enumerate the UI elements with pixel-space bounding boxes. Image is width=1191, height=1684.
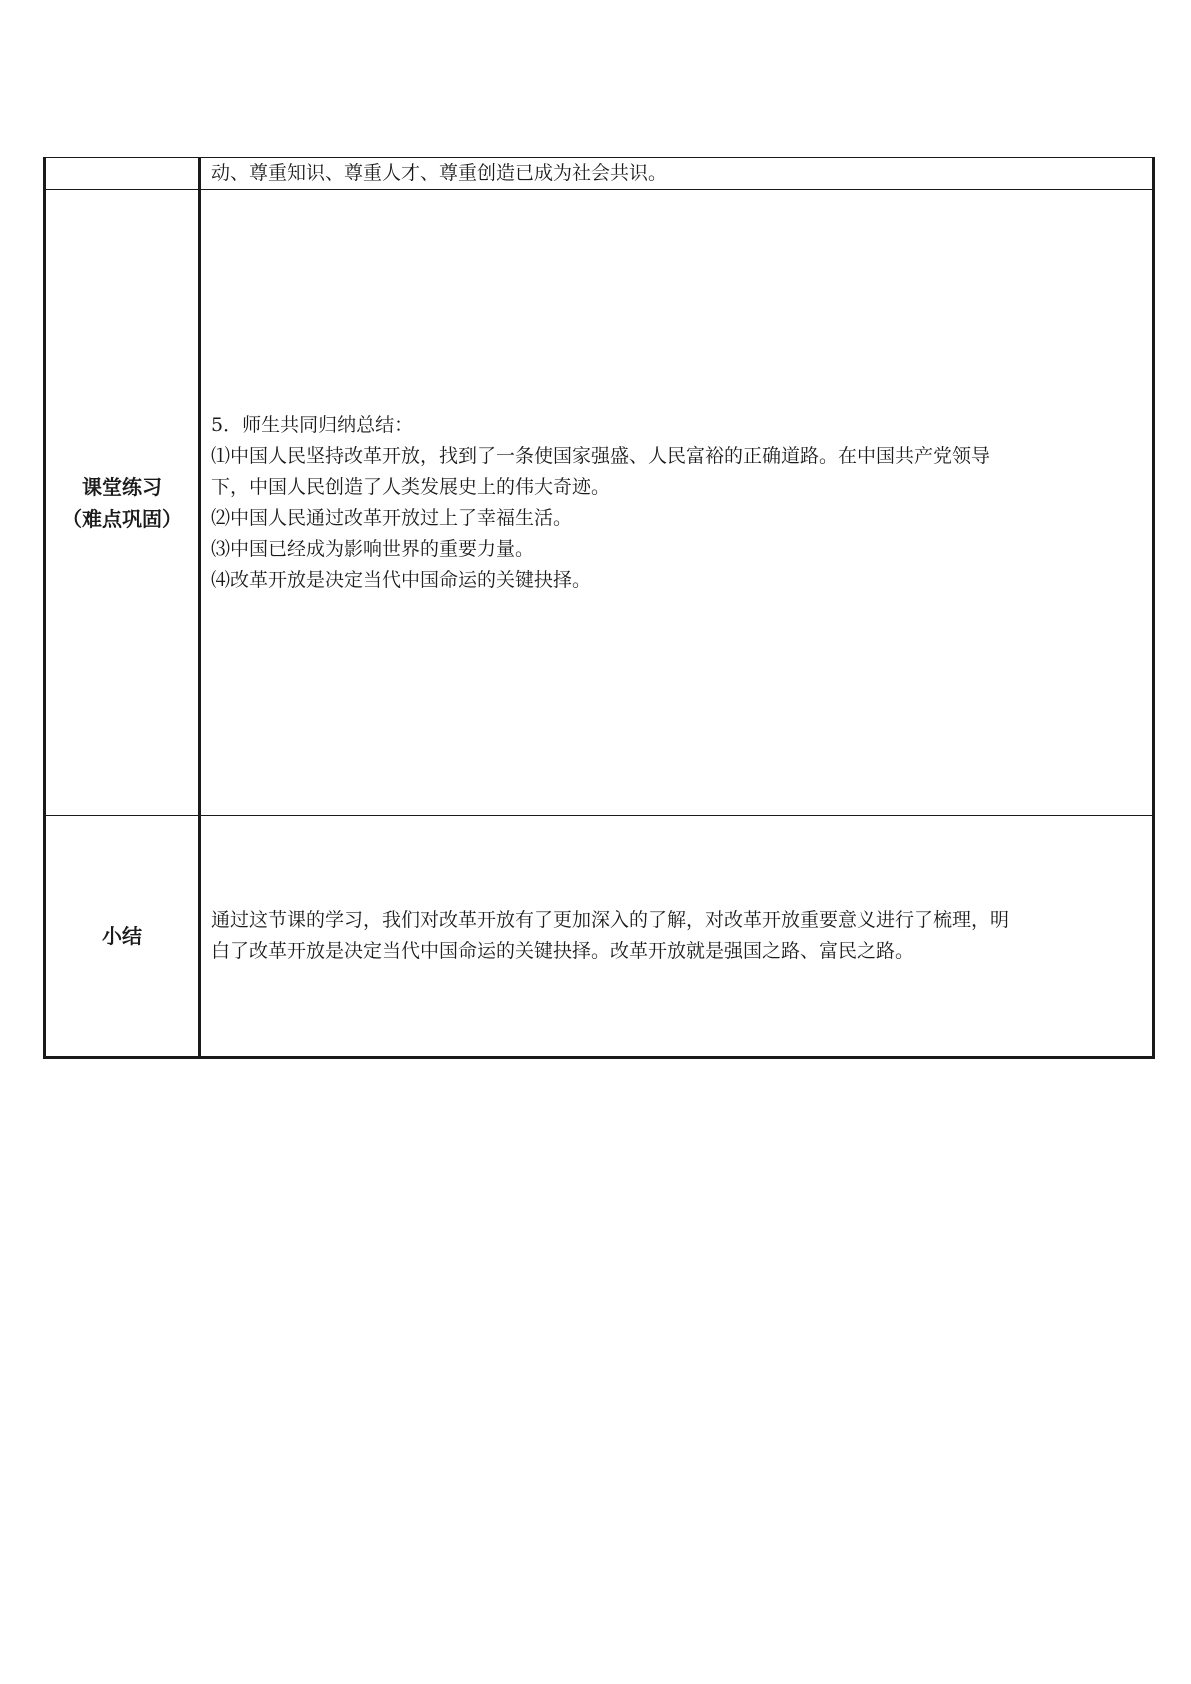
table-row-continuation — [45, 158, 1154, 190]
practice-label-title: 课堂练习 — [82, 474, 162, 499]
table-row-practice — [45, 190, 1154, 816]
summary-content-cell — [200, 816, 1154, 1058]
lesson-plan-table — [43, 157, 1155, 1059]
summary-line-2: 白了改革开放是决定当代中国命运的关键抉择。改革开放就是强国之路、富民之路。 — [211, 940, 915, 962]
practice-label-cell — [45, 190, 200, 816]
summary-line-1: 通过这节课的学习，我们对改革开放有了更加深入的了解，对改革开放重要意义进行了梳理，明 — [211, 909, 1010, 931]
table-row-summary — [45, 816, 1154, 1058]
practice-point-1-line-2: 下，中国人民创造了人类发展史上的伟大奇迹。 — [211, 475, 611, 498]
practice-content-cell — [200, 190, 1154, 816]
summary-label: 小结 — [102, 924, 142, 948]
practice-heading: 5．师生共同归纳总结： — [211, 413, 414, 436]
summary-label-cell — [45, 816, 200, 1058]
practice-label-subtitle: （难点巩固） — [62, 506, 182, 531]
empty-label-cell — [45, 158, 200, 190]
continuation-text: 动、尊重知识、尊重人才、尊重创造已成为社会共识。 — [211, 162, 668, 184]
practice-point-1-line-1: ⑴中国人民坚持改革开放，找到了一条使国家强盛、人民富裕的正确道路。在中国共产党领导 — [211, 444, 991, 467]
practice-point-2: ⑵中国人民通过改革开放过上了幸福生活。 — [211, 506, 573, 529]
practice-point-4: ⑷改革开放是决定当代中国命运的关键抉择。 — [211, 568, 592, 591]
practice-point-3: ⑶中国已经成为影响世界的重要力量。 — [211, 537, 535, 560]
continuation-text-cell — [200, 158, 1154, 190]
